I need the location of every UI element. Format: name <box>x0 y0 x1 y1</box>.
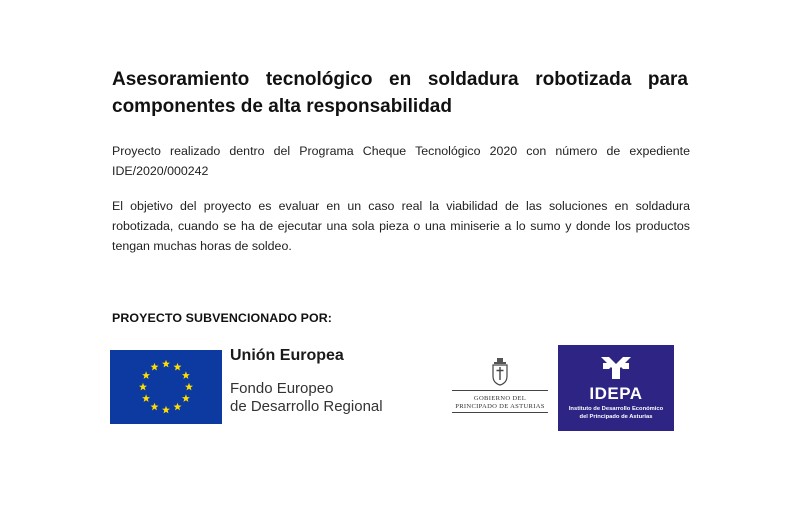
idepa-line-1: Instituto de Desarrollo Económico <box>568 406 664 412</box>
subsidy-label: PROYECTO SUBVENCIONADO POR: <box>112 311 333 325</box>
idepa-line-2: del Principado de Asturias <box>579 413 653 420</box>
eu-star-icon <box>174 363 182 371</box>
eu-star-icon <box>139 383 147 391</box>
eu-star-icon <box>162 360 170 368</box>
project-objective-paragraph: El objetivo del proyecto es evaluar en un caso real la viabilidad de las soluciones en soldadura robotizada, cuando se ha de ejecutar una sola pieza o una miniserie a lo sumo y donde los productos tengan muchas horas de soldeo. <box>112 199 690 253</box>
eu-star-icon <box>182 394 190 402</box>
eu-star-icon <box>142 371 150 379</box>
idepa-logo <box>558 345 674 431</box>
divider <box>452 412 548 413</box>
eu-star-icon <box>185 383 193 391</box>
eu-star-icon <box>182 371 190 379</box>
eu-star-icon <box>174 403 182 411</box>
asturias-line-2: PRINCIPADO DE ASTURIAS <box>455 403 545 410</box>
divider <box>452 390 548 391</box>
idepa-mark-icon <box>599 355 633 381</box>
idepa-name: IDEPA <box>589 384 643 403</box>
eu-title: Unión Europea <box>230 347 344 364</box>
asturias-line-1: GOBIERNO DEL <box>473 395 527 402</box>
idepa-description <box>562 406 670 421</box>
eu-star-icon <box>151 363 159 371</box>
asturias-shield-icon <box>491 358 509 386</box>
eu-star-icon <box>142 394 150 402</box>
document-title: Asesoramiento tecnológico en soldadura robotizada para componentes de alta responsabilidad <box>112 69 688 117</box>
eu-logo-text <box>230 346 430 416</box>
eu-star-icon <box>151 403 159 411</box>
asturias-government-logo <box>447 358 553 418</box>
eu-star-icon <box>162 406 170 414</box>
eu-flag-icon <box>110 350 222 424</box>
project-reference-paragraph: Proyecto realizado dentro del Programa Cheque Tecnológico 2020 con número de expediente IDE/2020/000242 <box>112 144 690 178</box>
eu-fund-line-2: de Desarrollo Regional <box>230 398 383 415</box>
eu-fund-line-1: Fondo Europeo <box>230 380 334 397</box>
